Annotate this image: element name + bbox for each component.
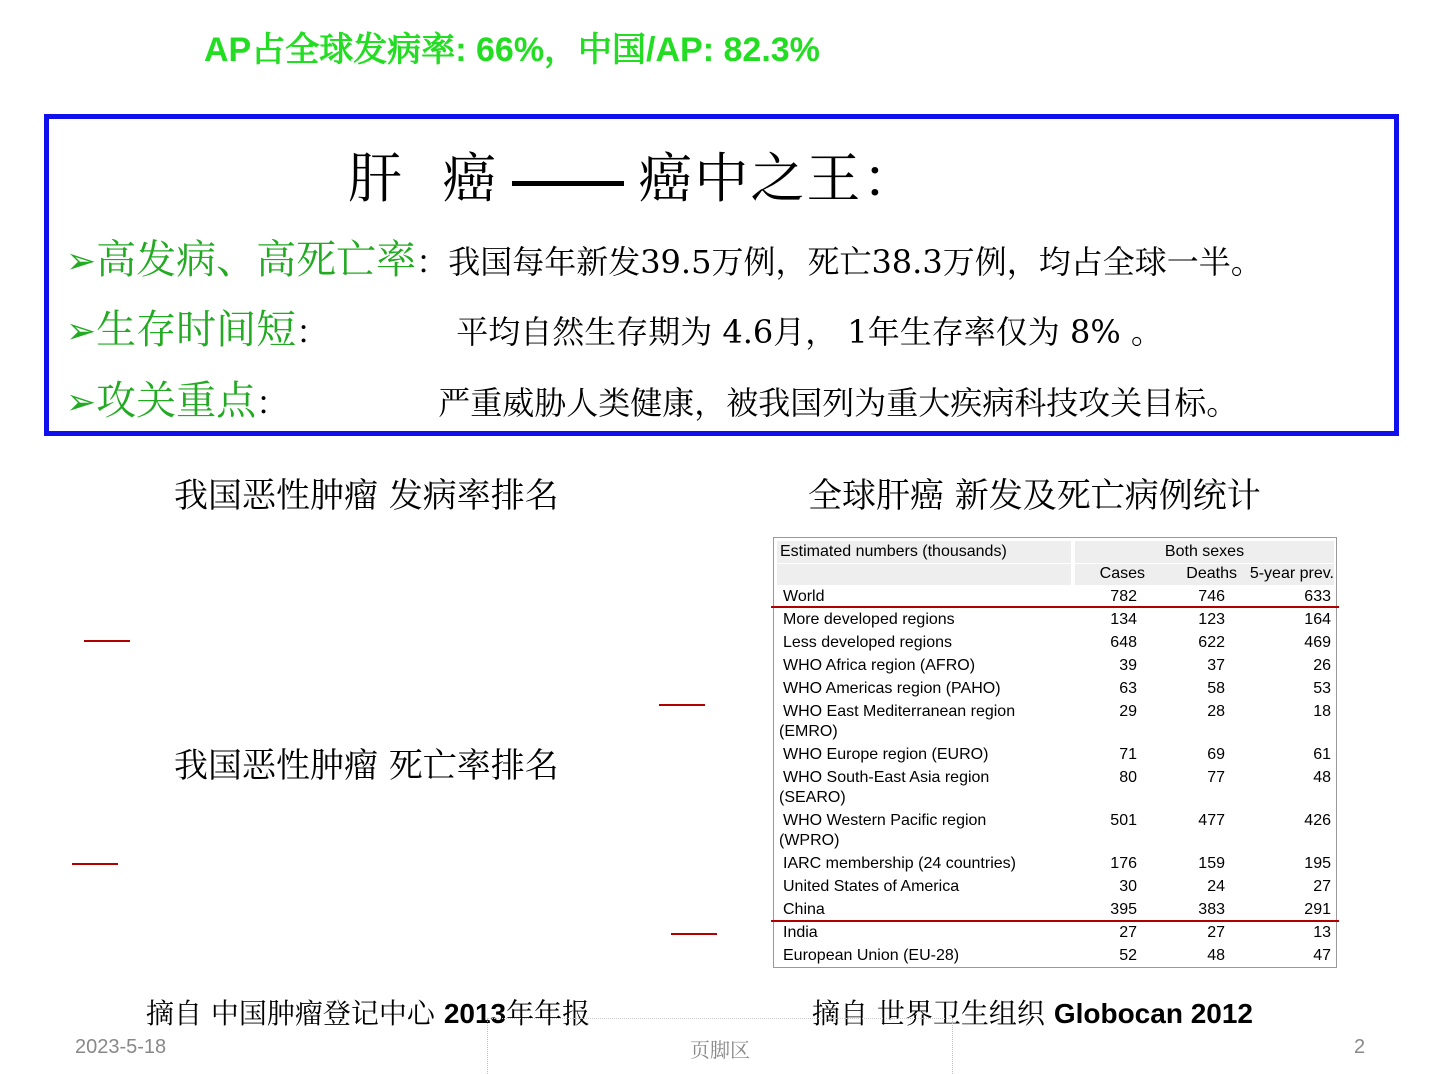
cases-cell: 648 bbox=[1110, 634, 1137, 651]
row-name: European Union (EU-28) bbox=[783, 947, 960, 964]
table-row bbox=[777, 679, 1333, 702]
box-title-right: 癌中之王： bbox=[638, 147, 919, 210]
fact-label: 攻关重点 bbox=[96, 378, 257, 424]
row-name: WHO Americas region (PAHO) bbox=[783, 680, 1001, 697]
deaths-cell: 24 bbox=[1207, 878, 1225, 895]
title-dash bbox=[512, 181, 624, 186]
table-row bbox=[777, 702, 1333, 745]
row-name: More developed regions bbox=[783, 611, 955, 628]
row-name: WHO East Mediterranean region (EMRO) bbox=[779, 703, 1016, 740]
arrow-icon: ➢ bbox=[66, 311, 97, 352]
deaths-cell: 48 bbox=[1207, 947, 1225, 964]
red-underline bbox=[771, 920, 1339, 922]
box-title bbox=[348, 136, 918, 213]
cases-cell: 71 bbox=[1119, 746, 1137, 763]
cases-cell: 63 bbox=[1119, 680, 1137, 697]
cases-cell: 52 bbox=[1119, 947, 1137, 964]
row-name: China bbox=[783, 901, 825, 918]
table-row bbox=[777, 768, 1333, 811]
cases-cell: 29 bbox=[1119, 703, 1137, 720]
footer-page-number: 2 bbox=[1354, 1036, 1366, 1058]
arrow-icon: ➢ bbox=[66, 382, 97, 423]
prevalence-cell: 26 bbox=[1313, 657, 1331, 674]
box-title-left: 肝 癌 bbox=[348, 147, 499, 210]
cases-cell: 80 bbox=[1119, 769, 1137, 786]
cases-cell: 134 bbox=[1110, 611, 1137, 628]
red-marker bbox=[659, 704, 705, 706]
table-header-left: Estimated numbers (thousands) bbox=[780, 543, 1007, 560]
prevalence-cell: 18 bbox=[1313, 703, 1331, 720]
table-header-group: Both sexes bbox=[1164, 543, 1245, 560]
column-header: 5-year prev. bbox=[1249, 565, 1334, 582]
row-name: India bbox=[783, 924, 818, 941]
cases-cell: 782 bbox=[1110, 588, 1137, 605]
table-row bbox=[777, 811, 1333, 854]
prevalence-cell: 13 bbox=[1313, 924, 1331, 941]
prevalence-cell: 164 bbox=[1304, 611, 1331, 628]
right-source-name: Globocan 2012 bbox=[1053, 998, 1253, 1029]
cases-cell: 30 bbox=[1119, 878, 1137, 895]
column-header: Deaths bbox=[1186, 565, 1237, 582]
red-marker bbox=[671, 933, 717, 935]
footer-center: 页脚区 bbox=[690, 1040, 750, 1062]
deaths-cell: 383 bbox=[1198, 901, 1225, 918]
prevalence-cell: 633 bbox=[1304, 588, 1331, 605]
global-stats-title: 全球肝癌 新发及死亡病例统计 bbox=[808, 476, 1261, 516]
left-source-suffix: 年年报 bbox=[506, 997, 591, 1030]
red-marker bbox=[84, 640, 130, 642]
row-name: IARC membership (24 countries) bbox=[783, 855, 1016, 872]
right-source bbox=[812, 992, 1253, 1032]
fact-text: 平均自然生存期为 4.6月， 1年生存率仅为 8% 。 bbox=[456, 313, 1163, 351]
table-row bbox=[777, 923, 1333, 946]
fact-colon: ： bbox=[296, 313, 329, 351]
cases-cell: 501 bbox=[1110, 812, 1137, 829]
deaths-cell: 622 bbox=[1198, 634, 1225, 651]
row-name: Less developed regions bbox=[783, 634, 953, 651]
footer-date: 2023-5-18 bbox=[75, 1036, 167, 1058]
mortality-title: 我国恶性肿瘤 死亡率排名 bbox=[174, 746, 559, 786]
cases-cell: 176 bbox=[1110, 855, 1137, 872]
red-underline bbox=[771, 606, 1339, 608]
row-name: WHO Europe region (EURO) bbox=[783, 746, 989, 763]
incidence-title: 我国恶性肿瘤 发病率排名 bbox=[174, 476, 559, 516]
fact-row-1 bbox=[66, 228, 1263, 285]
prevalence-cell: 469 bbox=[1304, 634, 1331, 651]
deaths-cell: 77 bbox=[1207, 769, 1225, 786]
row-name: WHO Africa region (AFRO) bbox=[783, 657, 976, 674]
column-header: Cases bbox=[1099, 565, 1145, 582]
headline: AP占全球发病率: 66%，中国/AP: 82.3% bbox=[204, 31, 820, 69]
right-source-prefix: 摘自 世界卫生组织 bbox=[812, 997, 1054, 1030]
cases-cell: 39 bbox=[1119, 657, 1137, 674]
prevalence-cell: 47 bbox=[1313, 947, 1331, 964]
fact-row-2 bbox=[66, 298, 1163, 355]
fact-colon: ： bbox=[256, 384, 289, 422]
deaths-cell: 123 bbox=[1198, 611, 1225, 628]
arrow-icon: ➢ bbox=[66, 241, 97, 282]
red-marker bbox=[72, 863, 118, 865]
fact-label: 高发病、高死亡率 bbox=[96, 237, 417, 283]
row-name: WHO Western Pacific region (WPRO) bbox=[779, 812, 987, 849]
fact-text: 严重威胁人类健康，被我国列为重大疾病科技攻关目标。 bbox=[438, 384, 1239, 422]
prevalence-cell: 48 bbox=[1313, 769, 1331, 786]
prevalence-cell: 195 bbox=[1304, 855, 1331, 872]
table-row bbox=[777, 854, 1333, 877]
left-source-prefix: 摘自 中国肿瘤登记中心 bbox=[146, 997, 444, 1030]
fact-label: 生存时间短 bbox=[96, 307, 297, 353]
deaths-cell: 69 bbox=[1207, 746, 1225, 763]
deaths-cell: 27 bbox=[1207, 924, 1225, 941]
fact-colon: ： bbox=[416, 243, 449, 281]
prevalence-cell: 291 bbox=[1304, 901, 1331, 918]
prevalence-cell: 426 bbox=[1304, 812, 1331, 829]
footer-box-top bbox=[487, 1018, 953, 1019]
deaths-cell: 28 bbox=[1207, 703, 1225, 720]
left-source bbox=[146, 992, 590, 1032]
row-name: WHO South-East Asia region (SEARO) bbox=[779, 769, 990, 806]
table-row bbox=[777, 610, 1333, 633]
prevalence-cell: 53 bbox=[1313, 680, 1331, 697]
prevalence-cell: 27 bbox=[1313, 878, 1331, 895]
table-row bbox=[777, 946, 1333, 969]
table-row bbox=[777, 656, 1333, 679]
table-row bbox=[777, 877, 1333, 900]
left-source-year: 2013 bbox=[443, 998, 507, 1029]
fact-text: 我国每年新发39.5万例，死亡38.3万例，均占全球一半。 bbox=[448, 243, 1263, 281]
globocan-table bbox=[773, 537, 1337, 968]
fact-row-3 bbox=[66, 369, 1238, 426]
row-name: World bbox=[783, 588, 825, 605]
deaths-cell: 37 bbox=[1207, 657, 1225, 674]
cases-cell: 27 bbox=[1119, 924, 1137, 941]
cases-cell: 395 bbox=[1110, 901, 1137, 918]
deaths-cell: 58 bbox=[1207, 680, 1225, 697]
deaths-cell: 746 bbox=[1198, 588, 1225, 605]
prevalence-cell: 61 bbox=[1313, 746, 1331, 763]
deaths-cell: 477 bbox=[1198, 812, 1225, 829]
row-name: United States of America bbox=[783, 878, 960, 895]
table-row bbox=[777, 745, 1333, 768]
deaths-cell: 159 bbox=[1198, 855, 1225, 872]
table-row bbox=[777, 633, 1333, 656]
